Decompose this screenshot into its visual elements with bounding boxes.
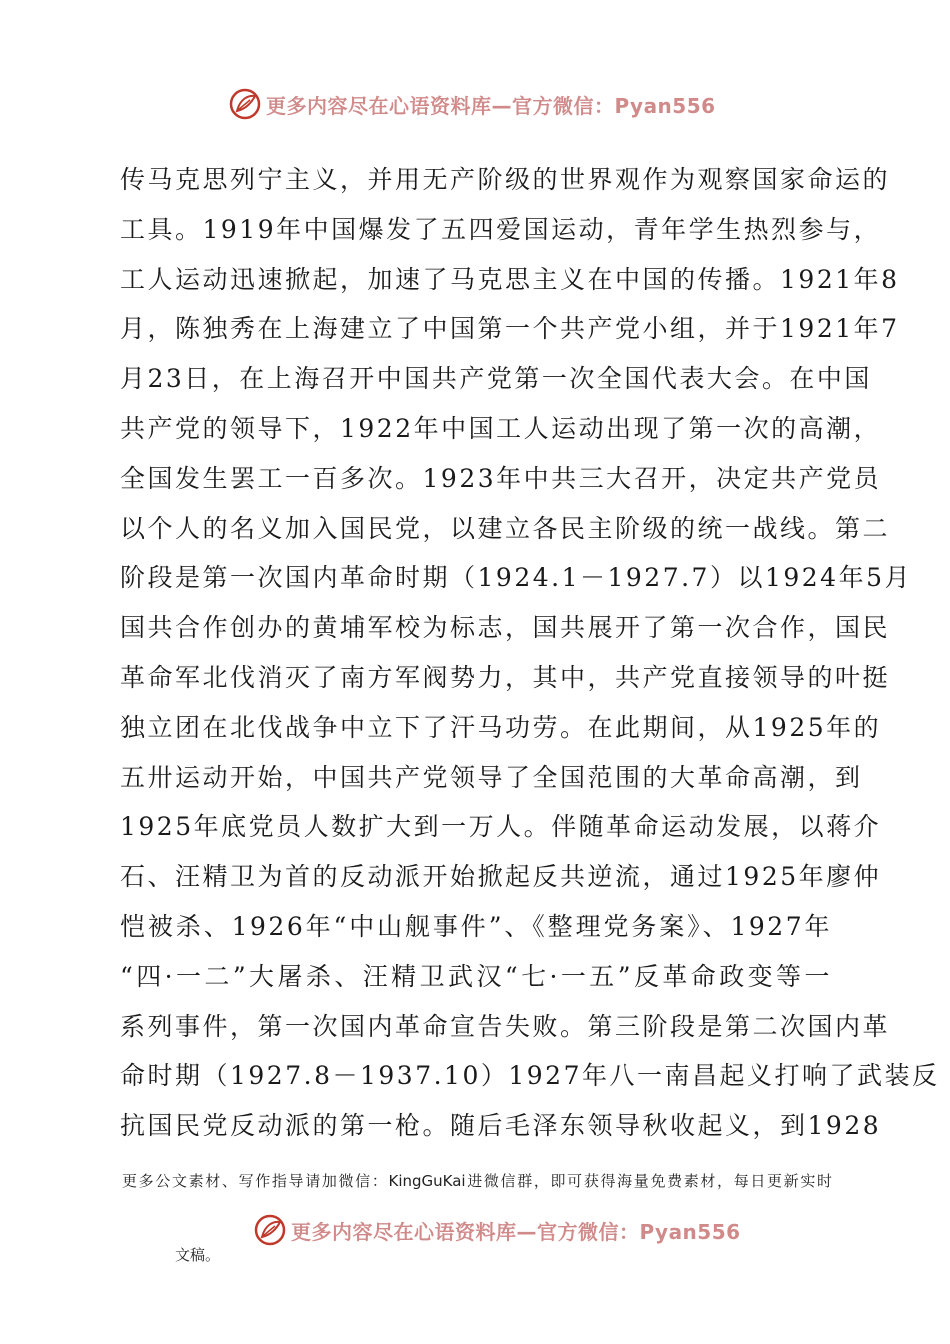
text-line: 革命军北伐消灭了南方军阀势力，其中，共产党直接领导的叶挺 (120, 662, 891, 692)
text-line: 五卅运动开始，中国共产党领导了全国范围的大革命高潮，到 (120, 762, 863, 792)
watermark-header (228, 86, 716, 122)
text-line: 以个人的名义加入国民党，以建立各民主阶级的统一战线。第二 (120, 513, 891, 543)
text-line: 传马克思列宁主义，并用无产阶级的世界观作为观察国家命运的 (120, 165, 891, 194)
leaf-logo-icon (228, 87, 262, 121)
text-line: 命时期（1927.8－1937.10）1927年八一南昌起义打响了武装反 (120, 1061, 940, 1091)
text-line: 1925年底党员人数扩大到一万人。伴随革命运动发展，以蒋介 (120, 812, 882, 842)
text-line: “四·一二”大屠杀、汪精卫武汉“七·一五”反革命政变等一 (120, 961, 832, 991)
text-line: 系列事件，第一次国内革命宣告失败。第三阶段是第二次国内革 (120, 1011, 891, 1041)
watermark-footer (253, 1212, 741, 1248)
footer-note-continued: 文稿。 (175, 1246, 221, 1264)
text-line: 抗国民党反动派的第一枪。随后毛泽东领导秋收起义，到1928 (120, 1111, 882, 1141)
text-line: 国共合作创办的黄埔军校为标志，国共展开了第一次合作，国民 (120, 613, 891, 643)
text-line: 月，陈独秀在上海建立了中国第一个共产党小组，并于1921年7 (120, 314, 900, 344)
text-line: 石、汪精卫为首的反动派开始掀起反共逆流，通过1925年廖仲 (120, 862, 882, 892)
document-body (120, 155, 940, 1151)
leaf-logo-icon (253, 1213, 287, 1247)
text-line: 全国发生罢工一百多次。1923年中共三大召开，决定共产党员 (120, 463, 882, 493)
text-line: 独立团在北伐战争中立下了汗马功劳。在此期间，从1925年的 (120, 712, 882, 742)
watermark-text: 更多内容尽在心语资料库—官方微信：Pyan556 (291, 1219, 741, 1244)
text-line: 共产党的领导下，1922年中国工人运动出现了第一次的高潮， (120, 413, 882, 443)
text-line: 工具。1919年中国爆发了五四爱国运动，青年学生热烈参与， (120, 214, 882, 244)
watermark-text: 更多内容尽在心语资料库—官方微信：Pyan556 (266, 93, 716, 118)
text-line: 阶段是第一次国内革命时期（1924.1－1927.7）以1924年5月 (120, 563, 912, 593)
text-line: 月23日，在上海召开中国共产党第一次全国代表大会。在中国 (120, 364, 872, 394)
footer-note: 更多公文素材、写作指导请加微信：KingGuKai进微信群，即可获得海量免费素材，每日更新实时 (122, 1172, 832, 1190)
text-line: 工人运动迅速掀起，加速了马克思主义在中国的传播。1921年8 (120, 264, 900, 294)
text-line: 恺被杀、1926年“中山舰事件”、《整理党务案》、1927年 (120, 911, 832, 941)
